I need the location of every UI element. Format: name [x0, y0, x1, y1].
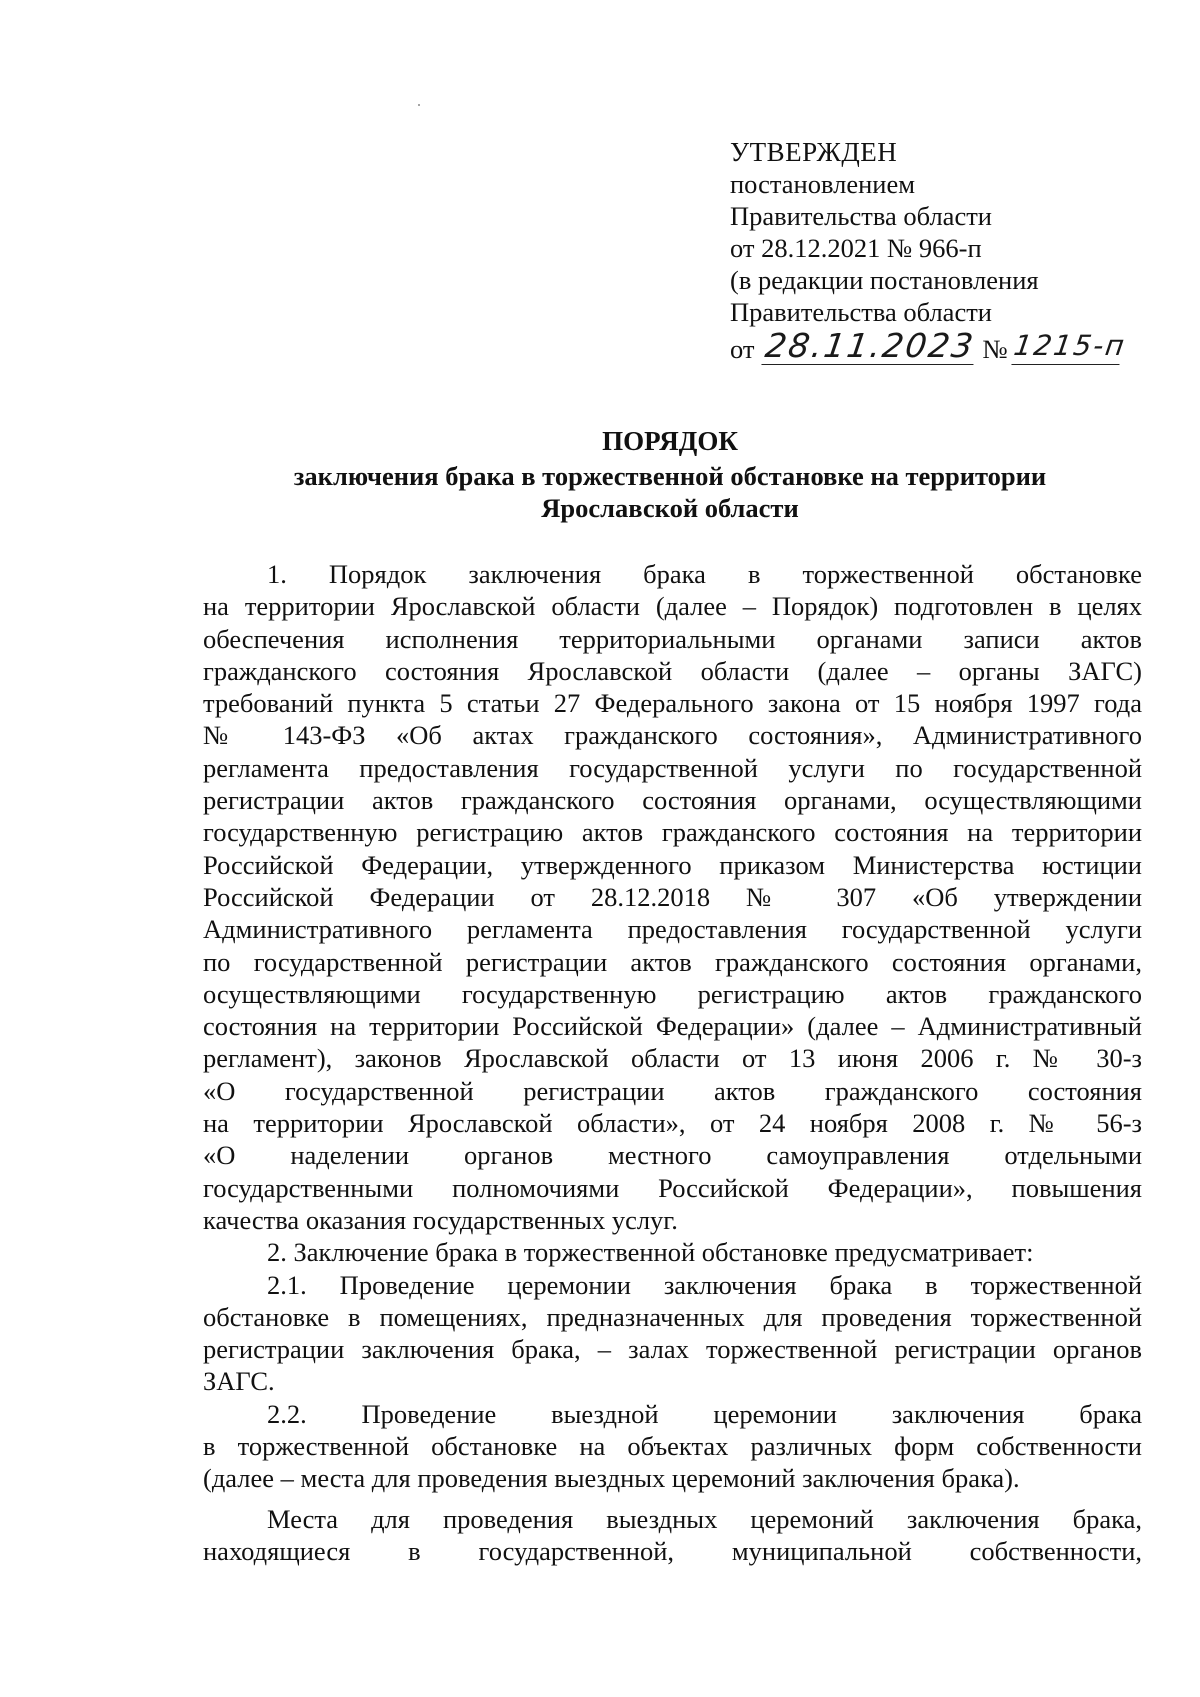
approval-signature-line — [730, 328, 1170, 366]
approval-line-3: от 28.12.2021 № 966-п — [730, 233, 982, 263]
body-line: «О наделении органов местного самоуправления отдельными — [203, 1140, 1142, 1171]
scan-speck — [418, 104, 420, 106]
body-line: регламента предоставления государственной услуги по государственной — [203, 752, 1142, 783]
body-line: регламент), законов Ярославской области от 13 июня 2006 г. № 30-з — [203, 1043, 1142, 1074]
handwritten-date: 28.11.2023 — [763, 326, 978, 365]
body-line: по государственной регистрации актов гражданского состояния органами, — [203, 946, 1142, 977]
body-line: требований пункта 5 статьи 27 Федерального закона от 15 ноября 1997 года — [203, 688, 1142, 719]
body-line: на территории Ярославской области», от 24 ноября 2008 г. № 56-з — [203, 1108, 1142, 1139]
body-line: в торжественной обстановке на объектах различных форм собственности — [203, 1431, 1142, 1462]
approval-number-label: № — [982, 334, 1008, 364]
body-line: № 143-ФЗ «Об актах гражданского состояния», Административного — [203, 720, 1142, 751]
body-line: регистрации заключения брака, – залах торжественной регистрации органов — [203, 1334, 1142, 1365]
body-line: Места для проведения выездных церемоний заключения брака, — [267, 1503, 1142, 1534]
approval-title: УТВЕРЖДЕН — [730, 137, 898, 167]
approval-line-1: постановлением — [730, 169, 915, 199]
body-line: государственную регистрацию актов гражданского состояния на территории — [203, 817, 1142, 848]
body-line: находящиеся в государственной, муниципальной собственности, — [203, 1535, 1142, 1566]
body-line: 1. Порядок заключения брака в торжественной обстановке — [267, 559, 1142, 589]
document-title: ПОРЯДОК — [602, 426, 738, 456]
approval-line-2: Правительства области — [730, 201, 992, 231]
body-line: осуществляющими государственную регистрацию актов гражданского — [203, 978, 1142, 1009]
body-line: Российской Федерации, утвержденного приказом Министерства юстиции — [203, 849, 1142, 880]
body-line: Российской Федерации от 28.12.2018 № 307 «Об утверждении — [203, 881, 1142, 912]
paragraph-gap — [203, 1495, 1142, 1503]
document-subtitle-line-1: заключения брака в торжественной обстановке на территории — [293, 461, 1047, 491]
approval-line-5: Правительства области — [730, 297, 992, 327]
document-subtitle — [200, 460, 1140, 524]
body-line: обеспечения исполнения территориальными органами записи актов — [203, 623, 1142, 654]
body-line: регистрации актов гражданского состояния органами, осуществляющими — [203, 785, 1142, 816]
approval-block — [730, 136, 1170, 366]
document-body — [203, 558, 1142, 1567]
body-line: Административного регламента предоставления государственной услуги — [203, 914, 1142, 945]
body-line: на территории Ярославской области (далее – Порядок) подготовлен в целях — [203, 591, 1142, 622]
approval-line-4: (в редакции постановления — [730, 265, 1039, 295]
document-subtitle-line-2: Ярославской области — [541, 493, 799, 523]
body-line: «О государственной регистрации актов гражданского состояния — [203, 1075, 1142, 1106]
approval-from-label: от — [730, 334, 755, 364]
body-line: состояния на территории Российской Федерации» (далее – Административный — [203, 1011, 1142, 1042]
body-line: гражданского состояния Ярославской области (далее – органы ЗАГС) — [203, 655, 1142, 686]
body-line: государственными полномочиями Российской Федерации», повышения — [203, 1172, 1142, 1203]
body-line: 2. Заключение брака в торжественной обстановке предусматривает: — [267, 1237, 1034, 1268]
body-line: качества оказания государственных услуг. — [203, 1204, 678, 1235]
body-line: 2.2. Проведение выездной церемонии заключения брака — [267, 1398, 1142, 1429]
body-line: (далее – места для проведения выездных церемоний заключения брака). — [203, 1463, 1020, 1494]
handwritten-number: 1215-п — [1011, 328, 1124, 365]
body-line: ЗАГС. — [203, 1366, 275, 1397]
body-line: обстановке в помещениях, предназначенных для проведения торжественной — [203, 1301, 1142, 1332]
body-line: 2.1. Проведение церемонии заключения брака в торжественной — [267, 1269, 1142, 1300]
